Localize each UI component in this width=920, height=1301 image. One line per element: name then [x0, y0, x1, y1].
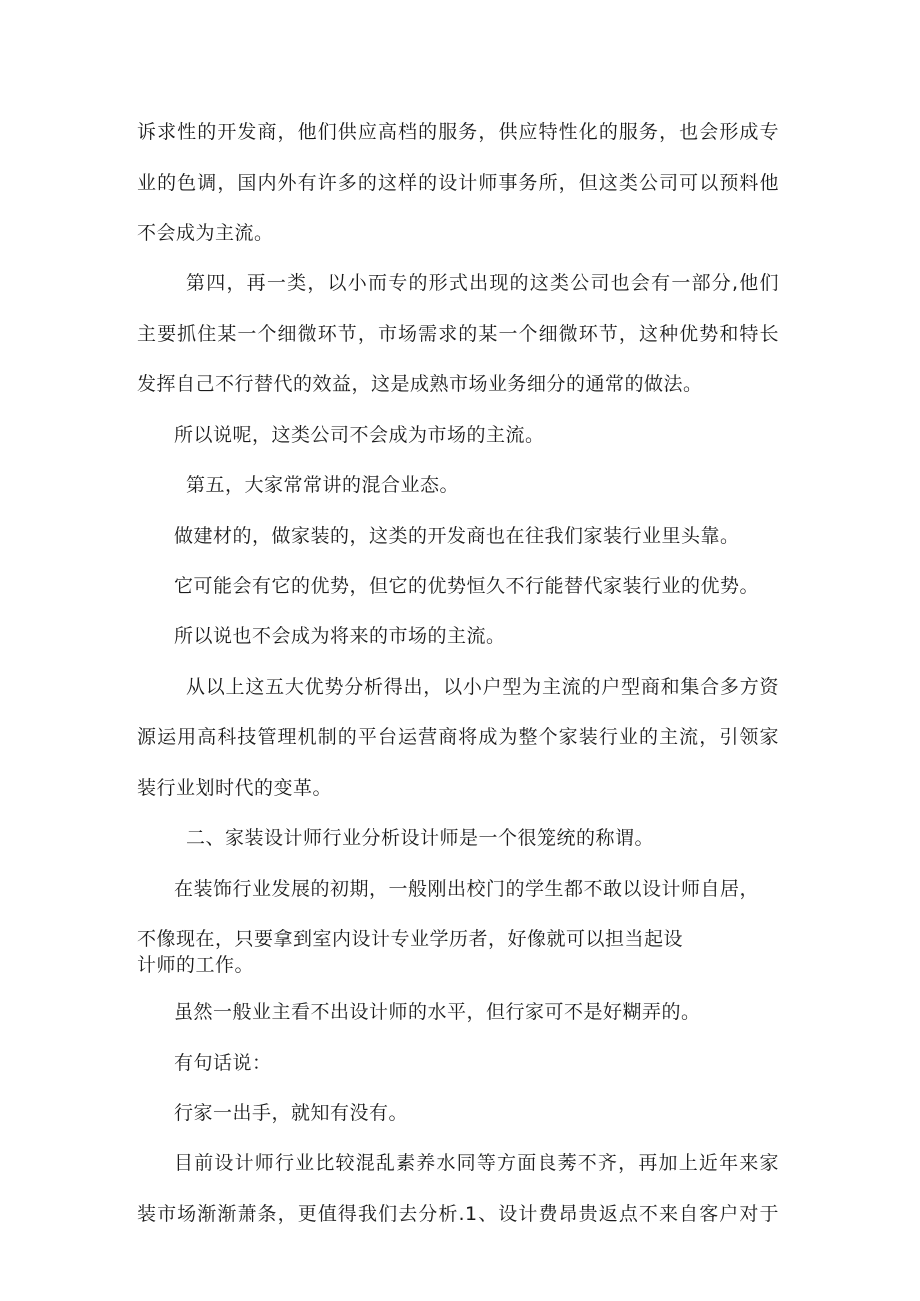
text-line: 它可能会有它的优势，但它的优势恒久不行能替代家装行业的优势。 [174, 575, 760, 597]
text-line: 不会成为主流。 [137, 222, 274, 244]
text-line: 第五，大家常常讲的混合业态。 [186, 474, 460, 496]
text-line: 所以说呢，这类公司不会成为市场的主流。 [174, 424, 545, 446]
text-line: 装行业划时代的变革。 [137, 777, 333, 799]
text-line: 源运用高科技管理机制的平台运营商将成为整个家装行业的主流，引领家 [137, 726, 779, 748]
text-line: 装市场渐渐萧条，更值得我们去分析.1、设计费昂贵返点不来自客户对于 [137, 1203, 779, 1225]
text-line: 发挥自己不行替代的效益，这是成熟市场业务细分的通常的做法。 [137, 373, 703, 395]
text-line: 在装饰行业发展的初期，一般刚出校门的学生都不敢以设计师自居， [174, 878, 760, 900]
text-line: 目前设计师行业比较混乱素养水同等方面良莠不齐，再加上近年来家 [174, 1152, 779, 1174]
text-line: 计师的工作。 [137, 954, 255, 976]
text-line: 从以上这五大优势分析得出，以小户型为主流的户型商和集合多方资 [186, 676, 779, 698]
text-line: 有句话说： [174, 1052, 272, 1074]
text-line: 第四，再一类，以小而专的形式出现的这类公司也会有一部分,他们 [186, 272, 779, 294]
text-line: 业的色调，国内外有许多的这样的设计师事务所，但这类公司可以预料他 [137, 172, 779, 194]
text-line: 主要抓住某一个细微环节，市场需求的某一个细微环节，这种优势和特长 [137, 323, 779, 345]
text-line: 行家一出手，就知有没有。 [174, 1102, 409, 1124]
text-line: 诉求性的开发商，他们供应高档的服务，供应特性化的服务，也会形成专 [137, 121, 779, 143]
text-line: 二、家装设计师行业分析设计师是一个很笼统的称谓。 [186, 827, 655, 849]
text-line: 不像现在，只要拿到室内设计专业学历者，好像就可以担当起设 [137, 928, 684, 950]
text-line: 虽然一般业主看不出设计师的水平，但行家可不是好糊弄的。 [174, 1001, 701, 1023]
text-line: 做建材的，做家装的，这类的开发商也在往我们家装行业里头靠。 [174, 525, 740, 547]
text-line: 所以说也不会成为将来的市场的主流。 [174, 625, 506, 647]
